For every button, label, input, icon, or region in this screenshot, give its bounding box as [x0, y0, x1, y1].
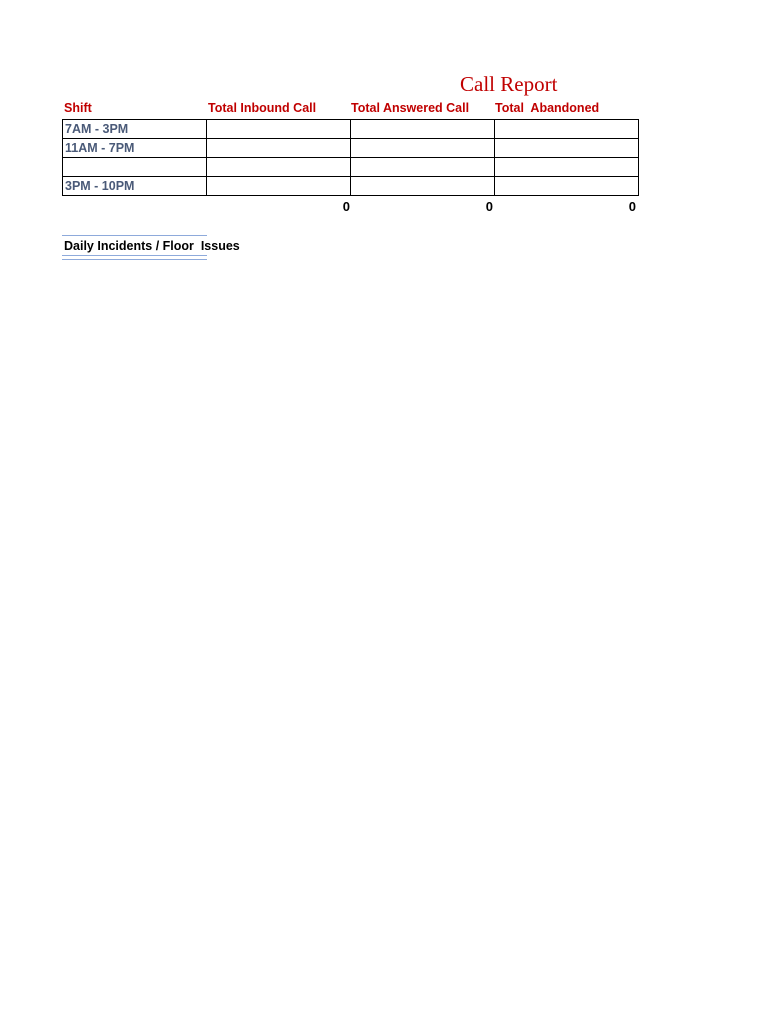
incidents-top-rule	[62, 235, 207, 236]
total-inbound: 0	[342, 199, 350, 214]
answered-cell[interactable]	[351, 158, 495, 177]
shift-cell: 11AM - 7PM	[63, 139, 207, 158]
abandoned-cell[interactable]	[495, 158, 639, 177]
abandoned-cell[interactable]	[495, 177, 639, 196]
shift-cell	[63, 158, 207, 177]
answered-cell[interactable]	[351, 139, 495, 158]
abandoned-cell[interactable]	[495, 139, 639, 158]
total-answered: 0	[485, 199, 493, 214]
table-row	[63, 139, 639, 158]
inbound-cell[interactable]	[207, 139, 351, 158]
shift-cell: 7AM - 3PM	[63, 120, 207, 139]
table-row	[63, 120, 639, 139]
column-header-shift: Shift	[64, 101, 92, 115]
table-row	[63, 158, 639, 177]
incidents-double-underline	[62, 255, 207, 260]
call-report-table	[62, 119, 639, 196]
inbound-cell[interactable]	[207, 158, 351, 177]
answered-cell[interactable]	[351, 120, 495, 139]
report-title: Call Report	[460, 72, 558, 96]
column-header-inbound: Total Inbound Call	[208, 101, 317, 115]
abandoned-cell[interactable]	[495, 120, 639, 139]
inbound-cell[interactable]	[207, 120, 351, 139]
incidents-heading: Daily Incidents / Floor Issues	[64, 239, 240, 253]
table-row	[63, 177, 639, 196]
shift-cell: 3PM - 10PM	[63, 177, 207, 196]
answered-cell[interactable]	[351, 177, 495, 196]
column-header-answered: Total Answered Call	[351, 101, 470, 115]
inbound-cell[interactable]	[207, 177, 351, 196]
column-header-abandoned: Total Abandoned	[495, 101, 600, 115]
total-abandoned: 0	[628, 199, 636, 214]
